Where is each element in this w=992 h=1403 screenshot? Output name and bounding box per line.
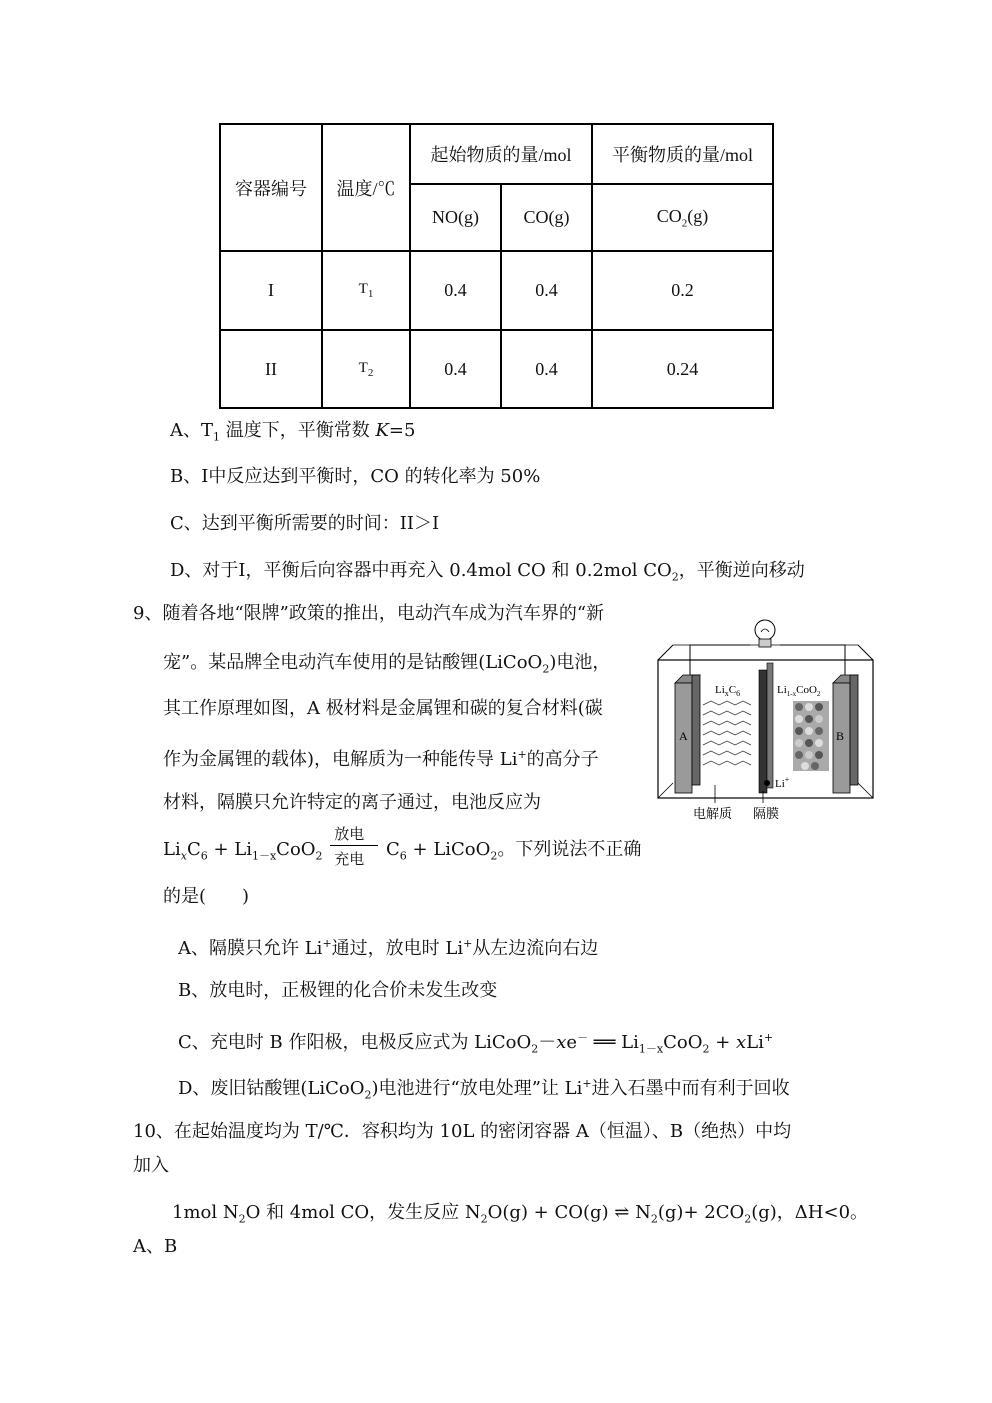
row-no: 0.4: [410, 330, 501, 408]
q9-line-2: 宠”。某品牌全电动汽车使用的是钴酸锂(LiCoO$_2$)电池，: [163, 652, 611, 676]
q8-option-b: B、I中反应达到平衡时，CO 的转化率为 50%: [170, 466, 541, 487]
table-row: [220, 251, 773, 330]
label-separator: 隔膜: [753, 807, 780, 822]
label-b: B: [836, 729, 845, 743]
q10-line-2: 加入: [133, 1155, 169, 1176]
row-co2: 0.24: [592, 330, 773, 408]
equilibrium-table: [219, 123, 774, 409]
q9-option-d: D、废旧钴酸锂(LiCoO$_2$)电池进行“放电处理”让 Li+进入石墨中而有利于回收: [178, 1077, 790, 1102]
battery-diagram: [655, 615, 880, 825]
q10-line-4: A、B: [133, 1236, 178, 1257]
label-li-ion: Li+: [775, 775, 790, 790]
label-electrolyte: 电解质: [693, 807, 733, 822]
q10-reaction: 1mol $N_2O$ 和 4mol CO，发生反应 $N_2O(g) + CO(g)$ ⇌ $N_2(g)+ 2CO_2(g)$，ΔH<0。: [172, 1202, 869, 1226]
header-temperature: 温度/℃: [322, 124, 410, 251]
table-row: [220, 330, 773, 408]
li-ion-dot: [764, 780, 770, 786]
header-start-amount: 起始物质的量/mol: [410, 124, 592, 184]
header-no-g: NO(g): [410, 184, 501, 251]
row-id: I: [220, 251, 322, 330]
q9-line-3: 其工作原理如图，A 极材料是金属锂和碳的复合材料(碳: [163, 698, 603, 719]
q9-line-1: 9、随着各地“限牌”政策的推出，电动汽车成为汽车界的“新: [133, 603, 605, 624]
separator-membrane: [759, 663, 773, 793]
row-co2: 0.2: [592, 251, 773, 330]
row-temp: $T_2$: [322, 330, 410, 408]
header-eq-amount: 平衡物质的量/mol: [592, 124, 773, 184]
q9-line-5: 材料，隔膜只允许特定的离子通过，电池反应为: [163, 792, 541, 813]
q9-equation: $Li_xC_6 + Li_{1-x}CoO_2$ 放电 充电 $C_6$ + LiCoO$_2$。下列说法不正确: [163, 825, 642, 868]
header-container-no: 容器编号: [220, 124, 322, 251]
reversible-arrow: 放电 充电: [328, 837, 380, 863]
q9-option-c: C、充电时 B 作阳极，电极反应式为 LiCoO$_2$－xe－ ══ $Li_{1-x}CoO_2 + xLi^+$: [178, 1031, 774, 1056]
q9-line-7: 的是( ): [163, 886, 250, 907]
row-co: 0.4: [501, 330, 592, 408]
row-co: 0.4: [501, 251, 592, 330]
licoo2-crystal: [793, 701, 829, 771]
q8-option-d: D、对于I，平衡后向容器中再充入 0.4mol CO 和 0.2mol $CO_2$，平衡逆向移动: [170, 560, 805, 584]
row-id: II: [220, 330, 322, 408]
header-co2-g: $CO_2(g)$: [592, 184, 773, 251]
q9-option-a: A、隔膜只允许 Li+通过，放电时 Li+从左边流向右边: [178, 937, 599, 959]
header-co-g: CO(g): [501, 184, 592, 251]
q8-option-a: A、$T_1$ 温度下，平衡常数 K=5: [170, 420, 416, 444]
row-no: 0.4: [410, 251, 501, 330]
label-a: A: [679, 729, 688, 743]
q9-line-4: 作为金属锂的载体)，电解质为一种能传导 Li+的高分子: [163, 748, 599, 770]
q8-option-c: C、达到平衡所需要的时间：II＞I: [170, 513, 440, 534]
row-temp: $T_1$: [322, 251, 410, 330]
label-lixc6: $Li_xC_6$: [715, 684, 741, 698]
label-li1-xcoo2: $Li_{1-x}CoO_2$: [777, 684, 821, 698]
q10-line-1: 10、在起始温度均为 T/℃．容积均为 10L 的密闭容器 A（恒温）、B（绝热）中均: [133, 1121, 792, 1142]
q9-option-b: B、放电时，正极锂的化合价未发生改变: [178, 980, 498, 1001]
graphite-layers: [703, 701, 751, 765]
lightbulb-icon: [755, 620, 775, 647]
